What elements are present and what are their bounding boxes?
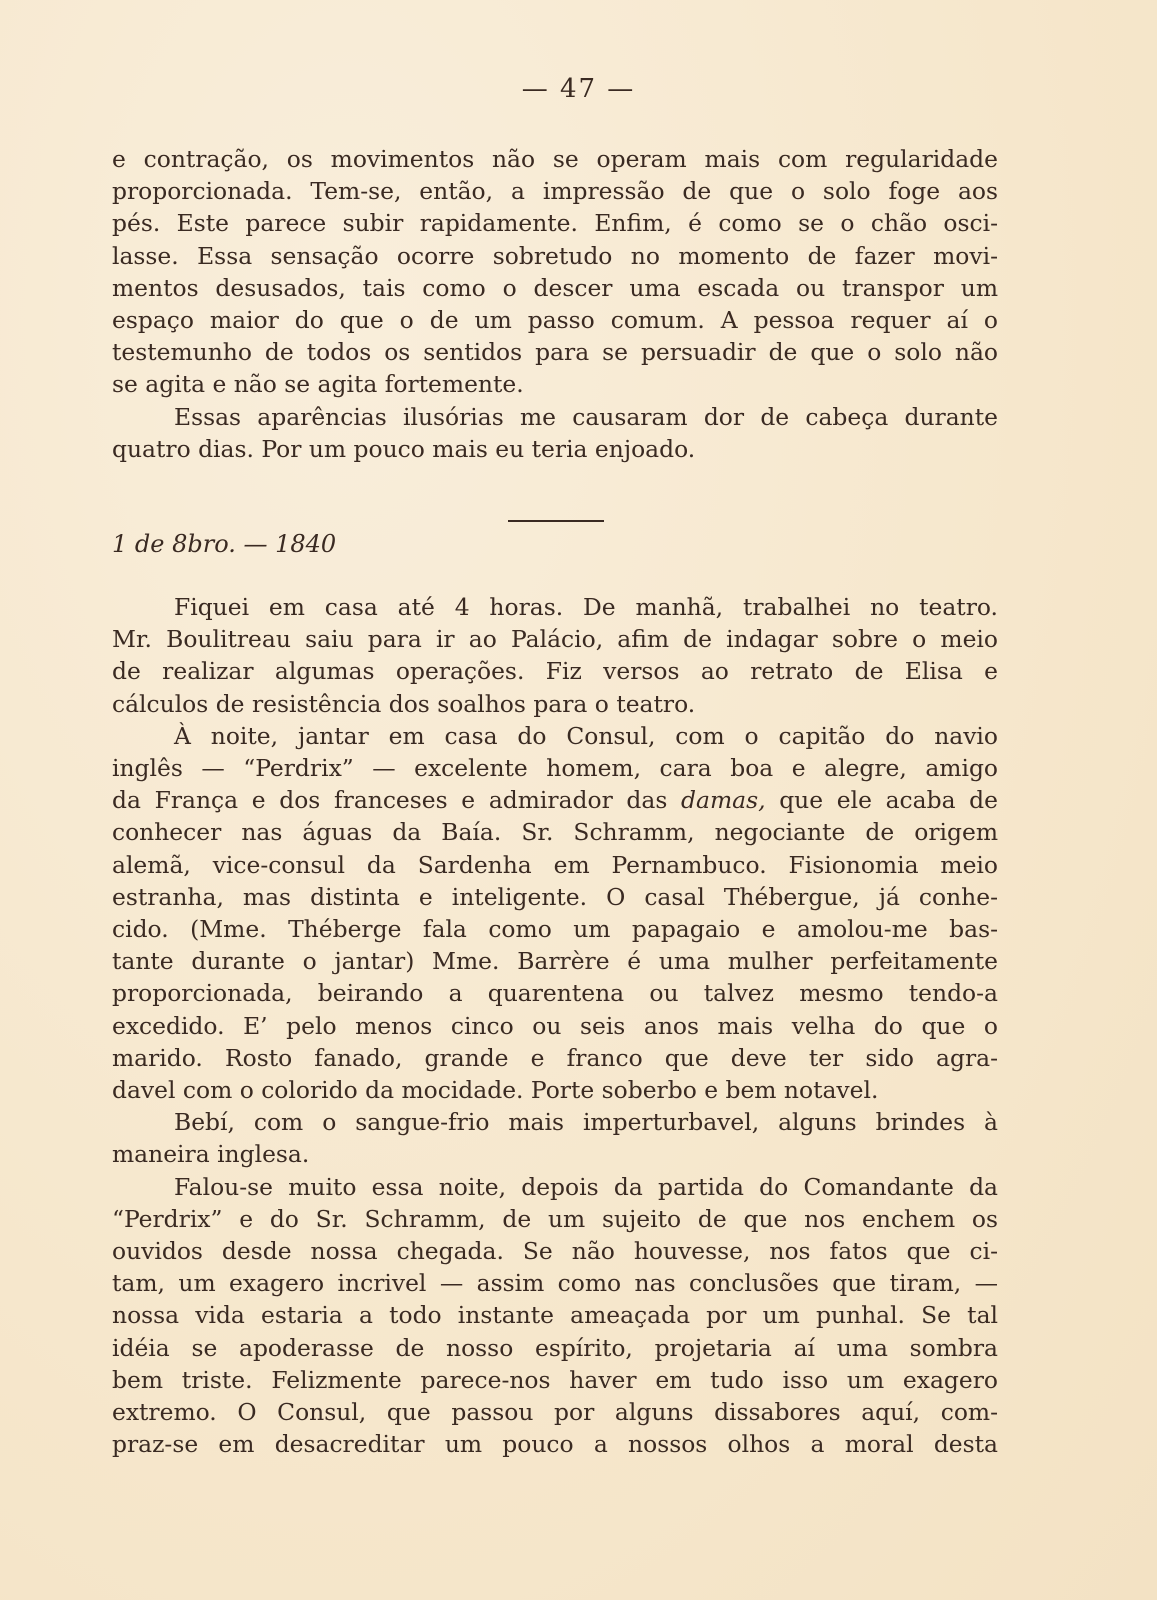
text-line: cálculos de resistência dos soalhos para o teatro. xyxy=(112,689,696,718)
text-line: proporcionada, beirando a quarentena ou talvez mesmo tendo-a xyxy=(112,979,998,1008)
text-line: alemã, vice-consul da Sardenha em Pernambuco. Fisionomia meio xyxy=(112,850,998,879)
text-line: davel com o colorido da mocidade. Porte soberbo e bem notavel. xyxy=(112,1076,879,1105)
text-line: extremo. O Consul, que passou por alguns dissabores aquí, com- xyxy=(112,1398,998,1427)
text-block-bottom xyxy=(112,591,998,1460)
text-line: espaço maior do que o de um passo comum. A pessoa requer aí o xyxy=(112,306,998,335)
text-line: testemunho de todos os sentidos para se persuadir de que o solo não xyxy=(112,338,998,367)
section-divider xyxy=(508,520,604,522)
text-line: tam, um exagero incrivel — assim como nas conclusões que tiram, — xyxy=(112,1269,998,1298)
text-line: Essas aparências ilusórias me causaram dor de cabeça durante xyxy=(174,402,998,431)
text-line-with-italic xyxy=(112,784,998,816)
text-line: Fiquei em casa até 4 horas. De manhã, trabalhei no teatro. xyxy=(174,593,998,621)
text-line: estranha, mas distinta e inteligente. O casal Thébergue, já conhe- xyxy=(112,882,998,911)
text-line: Bebí, com o sangue-frio mais imperturbavel, alguns brindes à xyxy=(174,1108,998,1137)
text-block-top xyxy=(112,143,998,465)
text-line: se agita e não se agita fortemente. xyxy=(112,370,524,399)
text-line: pés. Este parece subir rapidamente. Enfim, é como se o chão osci- xyxy=(112,209,998,238)
text-line: excedido. E’ pelo menos cinco ou seis anos mais velha do que o xyxy=(112,1011,998,1040)
text-line: inglês — “Perdrix” — excelente homem, cara boa e alegre, amigo xyxy=(112,754,998,783)
text-line: maneira inglesa. xyxy=(112,1140,310,1169)
text-line: e contração, os movimentos não se operam mais com regularidade xyxy=(112,145,998,173)
text-line: Falou-se muito essa noite, depois da partida do Comandante da xyxy=(174,1172,998,1201)
text-line: bem triste. Felizmente parece-nos haver em tudo isso um exagero xyxy=(112,1365,998,1394)
text-line: de realizar algumas operações. Fiz versos ao retrato de Elisa e xyxy=(112,657,998,686)
text-line: proporcionada. Tem-se, então, a impressão de que o solo foge aos xyxy=(112,177,998,206)
text-run: que ele acaba de xyxy=(765,786,999,815)
text-line: cido. (Mme. Théberge fala como um papagaio e amolou-me bas- xyxy=(112,915,998,944)
text-run: da França e dos franceses e admirador das xyxy=(112,786,682,815)
italic-word: damas, xyxy=(681,786,766,815)
text-line: “Perdrix” e do Sr. Schramm, de um sujeito de que nos enchem os xyxy=(112,1204,998,1233)
text-line: nossa vida estaria a todo instante ameaçada por um punhal. Se tal xyxy=(112,1301,998,1330)
text-line: conhecer nas águas da Baía. Sr. Schramm, negociante de origem xyxy=(112,818,998,847)
text-line: ouvidos desde nossa chegada. Se não houvesse, nos fatos que ci- xyxy=(112,1237,998,1266)
text-line: marido. Rosto fanado, grande e franco que deve ter sido agra- xyxy=(112,1043,998,1072)
text-line: mentos desusados, tais como o descer uma escada ou transpor um xyxy=(112,273,998,302)
text-line: Mr. Boulitreau saiu para ir ao Palácio, afim de indagar sobre o meio xyxy=(112,625,998,654)
text-line: quatro dias. Por um pouco mais eu teria enjoado. xyxy=(112,434,696,463)
text-line: À noite, jantar em casa do Consul, com o capitão do navio xyxy=(174,721,998,750)
date-heading: 1 de 8bro. — 1840 xyxy=(112,530,337,558)
page-number: — 47 — xyxy=(521,74,636,104)
text-line: praz-se em desacreditar um pouco a nossos olhos a moral desta xyxy=(112,1430,998,1459)
text-line: idéia se apoderasse de nosso espírito, projetaria aí uma sombra xyxy=(112,1333,998,1362)
text-line: lasse. Essa sensação ocorre sobretudo no momento de fazer movi- xyxy=(112,241,998,270)
text-line: tante durante o jantar) Mme. Barrère é uma mulher perfeitamente xyxy=(112,947,998,976)
